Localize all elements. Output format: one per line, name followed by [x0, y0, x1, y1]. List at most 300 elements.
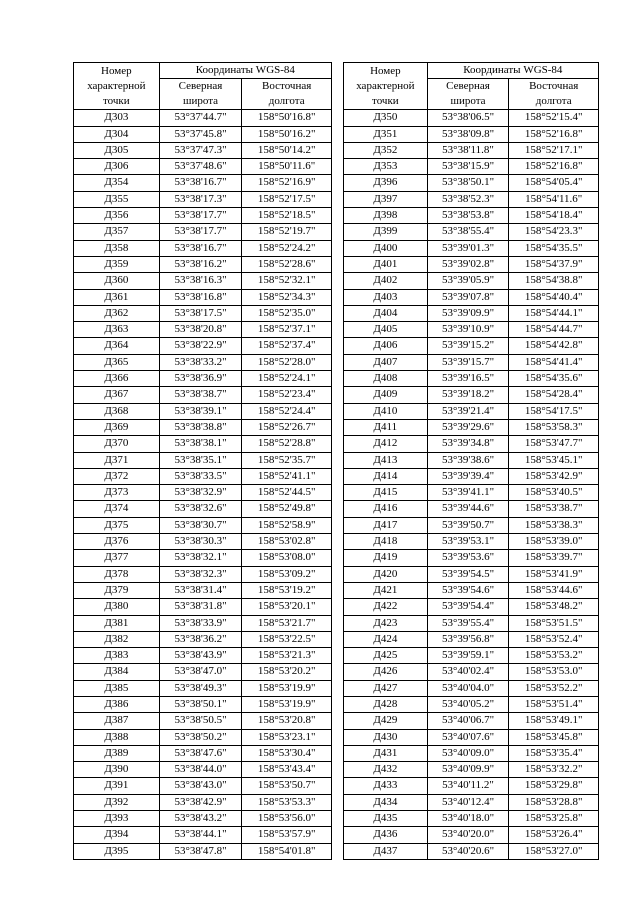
- latitude-cell: 53°38'16.8": [159, 289, 242, 305]
- point-number-cell: Д429: [344, 713, 428, 729]
- table-row: [344, 142, 599, 158]
- latitude-cell: 53°38'17.7": [159, 208, 242, 224]
- longitude-cell: 158°53'51.5": [509, 615, 599, 631]
- point-number-cell: Д377: [74, 550, 160, 566]
- table-row: [344, 387, 599, 403]
- point-number-cell: Д353: [344, 159, 428, 175]
- latitude-cell: 53°38'31.8": [159, 599, 242, 615]
- longitude-cell: 158°53'49.1": [509, 713, 599, 729]
- table-row: [344, 599, 599, 615]
- longitude-cell: 158°53'57.9": [242, 827, 332, 843]
- table-row: [74, 436, 332, 452]
- latitude-cell: 53°39'54.5": [427, 566, 509, 582]
- longitude-cell: 158°53'20.2": [242, 664, 332, 680]
- longitude-cell: 158°50'16.8": [242, 110, 332, 126]
- longitude-cell: 158°53'20.1": [242, 599, 332, 615]
- longitude-cell: 158°53'45.1": [509, 452, 599, 468]
- latitude-cell: 53°38'38.1": [159, 436, 242, 452]
- table-row: [344, 322, 599, 338]
- longitude-cell: 158°52'28.0": [242, 354, 332, 370]
- table-row: [344, 468, 599, 484]
- longitude-cell: 158°52'28.8": [242, 436, 332, 452]
- latitude-cell: 53°38'44.1": [159, 827, 242, 843]
- point-number-cell: Д395: [74, 843, 160, 859]
- latitude-cell: 53°39'41.1": [427, 485, 509, 501]
- longitude-cell: 158°52'34.3": [242, 289, 332, 305]
- latitude-cell: 53°38'17.7": [159, 224, 242, 240]
- latitude-cell: 53°38'55.4": [427, 224, 509, 240]
- table-row: [344, 338, 599, 354]
- table-body: [74, 110, 332, 860]
- longitude-cell: 158°54'44.7": [509, 322, 599, 338]
- point-number-cell: Д387: [74, 713, 160, 729]
- longitude-cell: 158°52'19.7": [242, 224, 332, 240]
- table-row: [344, 680, 599, 696]
- point-number-cell: Д422: [344, 599, 428, 615]
- table-row: [74, 550, 332, 566]
- latitude-cell: 53°38'32.9": [159, 485, 242, 501]
- longitude-cell: 158°53'48.2": [509, 599, 599, 615]
- point-number-cell: Д369: [74, 419, 160, 435]
- table-row: [344, 501, 599, 517]
- table-row: [74, 794, 332, 810]
- point-number-cell: Д381: [74, 615, 160, 631]
- latitude-cell: 53°37'48.6": [159, 159, 242, 175]
- longitude-cell: 158°53'19.9": [242, 696, 332, 712]
- latitude-cell: 53°40'18.0": [427, 811, 509, 827]
- table-row: [74, 273, 332, 289]
- point-number-cell: Д305: [74, 142, 160, 158]
- longitude-cell: 158°53'22.5": [242, 631, 332, 647]
- table-row: [74, 387, 332, 403]
- table-row: [74, 289, 332, 305]
- point-number-cell: Д419: [344, 550, 428, 566]
- longitude-cell: 158°54'23.3": [509, 224, 599, 240]
- point-number-cell: Д432: [344, 762, 428, 778]
- latitude-cell: 53°40'11.2": [427, 778, 509, 794]
- latitude-cell: 53°40'06.7": [427, 713, 509, 729]
- point-number-cell: Д398: [344, 208, 428, 224]
- latitude-cell: 53°39'50.7": [427, 517, 509, 533]
- table-row: [344, 794, 599, 810]
- latitude-cell: 53°40'12.4": [427, 794, 509, 810]
- longitude-cell: 158°53'50.7": [242, 778, 332, 794]
- longitude-cell: 158°54'37.9": [509, 256, 599, 272]
- latitude-cell: 53°39'59.1": [427, 648, 509, 664]
- table-row: [74, 126, 332, 142]
- point-number-cell: Д358: [74, 240, 160, 256]
- longitude-cell: 158°52'32.1": [242, 273, 332, 289]
- latitude-cell: 53°38'22.9": [159, 338, 242, 354]
- table-row: [74, 762, 332, 778]
- latitude-cell: 53°38'33.9": [159, 615, 242, 631]
- point-number-cell: Д427: [344, 680, 428, 696]
- latitude-cell: 53°39'15.7": [427, 354, 509, 370]
- longitude-cell: 158°53'53.3": [242, 794, 332, 810]
- latitude-cell: 53°39'56.8": [427, 631, 509, 647]
- point-number-cell: Д373: [74, 485, 160, 501]
- latitude-cell: 53°40'20.6": [427, 843, 509, 859]
- table-row: [344, 696, 599, 712]
- latitude-cell: 53°39'01.3": [427, 240, 509, 256]
- table-row: [74, 305, 332, 321]
- longitude-header: Восточная долгота: [242, 79, 332, 110]
- longitude-cell: 158°54'38.8": [509, 273, 599, 289]
- point-number-cell: Д405: [344, 322, 428, 338]
- table-row: [74, 452, 332, 468]
- longitude-cell: 158°54'01.8": [242, 843, 332, 859]
- table-row: [74, 338, 332, 354]
- table-row: [74, 843, 332, 859]
- point-number-cell: Д420: [344, 566, 428, 582]
- latitude-cell: 53°39'34.8": [427, 436, 509, 452]
- table-row: [74, 599, 332, 615]
- point-number-cell: Д435: [344, 811, 428, 827]
- longitude-cell: 158°53'45.8": [509, 729, 599, 745]
- latitude-cell: 53°38'50.5": [159, 713, 242, 729]
- table-row: [344, 159, 599, 175]
- latitude-cell: 53°38'16.7": [159, 175, 242, 191]
- longitude-cell: 158°52'16.8": [509, 126, 599, 142]
- point-number-cell: Д379: [74, 582, 160, 598]
- point-number-cell: Д425: [344, 648, 428, 664]
- point-number-cell: Д389: [74, 745, 160, 761]
- point-number-cell: Д384: [74, 664, 160, 680]
- latitude-cell: 53°39'53.6": [427, 550, 509, 566]
- longitude-cell: 158°50'16.2": [242, 126, 332, 142]
- table-row: [74, 371, 332, 387]
- point-number-cell: Д416: [344, 501, 428, 517]
- longitude-cell: 158°54'11.6": [509, 191, 599, 207]
- coordinates-table-left: [73, 62, 332, 860]
- point-number-cell: Д430: [344, 729, 428, 745]
- point-number-cell: Д431: [344, 745, 428, 761]
- point-number-cell: Д390: [74, 762, 160, 778]
- latitude-header: Северная широта: [427, 79, 509, 110]
- longitude-cell: 158°52'17.5": [242, 191, 332, 207]
- point-number-cell: Д413: [344, 452, 428, 468]
- table-row: [74, 811, 332, 827]
- longitude-cell: 158°52'28.6": [242, 256, 332, 272]
- table-row: [344, 811, 599, 827]
- latitude-cell: 53°37'45.8": [159, 126, 242, 142]
- table-row: [74, 419, 332, 435]
- point-number-cell: Д409: [344, 387, 428, 403]
- table-row: [74, 256, 332, 272]
- table-row: [344, 273, 599, 289]
- latitude-cell: 53°39'38.6": [427, 452, 509, 468]
- point-number-cell: Д306: [74, 159, 160, 175]
- latitude-cell: 53°38'16.3": [159, 273, 242, 289]
- longitude-cell: 158°52'16.9": [242, 175, 332, 191]
- latitude-cell: 53°38'32.1": [159, 550, 242, 566]
- longitude-cell: 158°53'38.7": [509, 501, 599, 517]
- longitude-cell: 158°53'02.8": [242, 534, 332, 550]
- table-row: [74, 778, 332, 794]
- latitude-cell: 53°40'02.4": [427, 664, 509, 680]
- latitude-header: Северная широта: [159, 79, 242, 110]
- latitude-cell: 53°40'20.0": [427, 827, 509, 843]
- point-number-cell: Д402: [344, 273, 428, 289]
- latitude-cell: 53°38'36.9": [159, 371, 242, 387]
- point-number-cell: Д394: [74, 827, 160, 843]
- longitude-cell: 158°54'44.1": [509, 305, 599, 321]
- latitude-cell: 53°39'18.2": [427, 387, 509, 403]
- table-row: [344, 191, 599, 207]
- table-row: [74, 696, 332, 712]
- latitude-cell: 53°38'32.3": [159, 566, 242, 582]
- longitude-cell: 158°53'08.0": [242, 550, 332, 566]
- latitude-cell: 53°38'32.6": [159, 501, 242, 517]
- table-row: [344, 631, 599, 647]
- point-number-cell: Д428: [344, 696, 428, 712]
- table-row: [74, 582, 332, 598]
- point-number-cell: Д418: [344, 534, 428, 550]
- point-number-cell: Д368: [74, 403, 160, 419]
- latitude-cell: 53°38'47.8": [159, 843, 242, 859]
- point-number-header: Номер характерной точки: [344, 63, 428, 110]
- point-number-header: Номер характерной точки: [74, 63, 160, 110]
- table-row: [74, 485, 332, 501]
- table-row: [344, 566, 599, 582]
- table-row: [74, 403, 332, 419]
- point-number-cell: Д415: [344, 485, 428, 501]
- table-row: [74, 729, 332, 745]
- point-number-cell: Д407: [344, 354, 428, 370]
- latitude-cell: 53°38'17.5": [159, 305, 242, 321]
- latitude-cell: 53°38'49.3": [159, 680, 242, 696]
- point-number-cell: Д361: [74, 289, 160, 305]
- point-number-cell: Д436: [344, 827, 428, 843]
- latitude-cell: 53°39'39.4": [427, 468, 509, 484]
- longitude-cell: 158°53'43.4": [242, 762, 332, 778]
- longitude-cell: 158°53'20.8": [242, 713, 332, 729]
- point-number-cell: Д303: [74, 110, 160, 126]
- longitude-cell: 158°52'41.1": [242, 468, 332, 484]
- table-row: [74, 110, 332, 126]
- latitude-cell: 53°39'07.8": [427, 289, 509, 305]
- table-row: [74, 191, 332, 207]
- latitude-cell: 53°38'35.1": [159, 452, 242, 468]
- longitude-cell: 158°53'39.0": [509, 534, 599, 550]
- point-number-cell: Д354: [74, 175, 160, 191]
- point-number-cell: Д370: [74, 436, 160, 452]
- table-row: [344, 256, 599, 272]
- latitude-cell: 53°39'05.9": [427, 273, 509, 289]
- longitude-cell: 158°52'24.4": [242, 403, 332, 419]
- latitude-cell: 53°38'30.3": [159, 534, 242, 550]
- longitude-cell: 158°53'41.9": [509, 566, 599, 582]
- table-row: [74, 631, 332, 647]
- latitude-cell: 53°37'44.7": [159, 110, 242, 126]
- table-row: [344, 778, 599, 794]
- longitude-cell: 158°53'28.8": [509, 794, 599, 810]
- longitude-cell: 158°52'35.0": [242, 305, 332, 321]
- point-number-cell: Д382: [74, 631, 160, 647]
- table-row: [74, 534, 332, 550]
- latitude-cell: 53°38'43.2": [159, 811, 242, 827]
- latitude-cell: 53°38'20.8": [159, 322, 242, 338]
- point-number-cell: Д408: [344, 371, 428, 387]
- table-row: [74, 240, 332, 256]
- table-row: [344, 485, 599, 501]
- point-number-cell: Д378: [74, 566, 160, 582]
- table-row: [344, 452, 599, 468]
- table-row: [74, 142, 332, 158]
- longitude-cell: 158°52'23.4": [242, 387, 332, 403]
- latitude-cell: 53°39'09.9": [427, 305, 509, 321]
- table-row: [344, 664, 599, 680]
- longitude-cell: 158°52'44.5": [242, 485, 332, 501]
- point-number-cell: Д359: [74, 256, 160, 272]
- latitude-cell: 53°38'52.3": [427, 191, 509, 207]
- table-row: [344, 419, 599, 435]
- point-number-cell: Д365: [74, 354, 160, 370]
- latitude-cell: 53°39'21.4": [427, 403, 509, 419]
- latitude-cell: 53°38'47.6": [159, 745, 242, 761]
- table-row: [344, 550, 599, 566]
- latitude-cell: 53°39'54.6": [427, 582, 509, 598]
- latitude-cell: 53°38'11.8": [427, 142, 509, 158]
- table-row: [344, 517, 599, 533]
- table-row: [74, 745, 332, 761]
- longitude-header: Восточная долгота: [509, 79, 599, 110]
- latitude-cell: 53°38'42.9": [159, 794, 242, 810]
- table-row: [74, 713, 332, 729]
- point-number-cell: Д362: [74, 305, 160, 321]
- point-number-cell: Д351: [344, 126, 428, 142]
- longitude-cell: 158°54'40.4": [509, 289, 599, 305]
- point-number-cell: Д404: [344, 305, 428, 321]
- longitude-cell: 158°52'24.1": [242, 371, 332, 387]
- table-row: [344, 843, 599, 859]
- table-row: [74, 615, 332, 631]
- point-number-cell: Д364: [74, 338, 160, 354]
- longitude-cell: 158°53'23.1": [242, 729, 332, 745]
- table-row: [344, 175, 599, 191]
- latitude-cell: 53°37'47.3": [159, 142, 242, 158]
- latitude-cell: 53°40'09.0": [427, 745, 509, 761]
- latitude-cell: 53°38'38.7": [159, 387, 242, 403]
- table-row: [344, 582, 599, 598]
- table-row: [344, 224, 599, 240]
- point-number-cell: Д423: [344, 615, 428, 631]
- point-number-cell: Д355: [74, 191, 160, 207]
- table-row: [344, 403, 599, 419]
- latitude-cell: 53°39'54.4": [427, 599, 509, 615]
- latitude-cell: 53°38'50.2": [159, 729, 242, 745]
- latitude-cell: 53°38'15.9": [427, 159, 509, 175]
- point-number-cell: Д414: [344, 468, 428, 484]
- longitude-cell: 158°53'52.2": [509, 680, 599, 696]
- point-number-cell: Д399: [344, 224, 428, 240]
- latitude-cell: 53°38'09.8": [427, 126, 509, 142]
- latitude-cell: 53°39'15.2": [427, 338, 509, 354]
- latitude-cell: 53°39'53.1": [427, 534, 509, 550]
- longitude-cell: 158°52'37.4": [242, 338, 332, 354]
- longitude-cell: 158°52'16.8": [509, 159, 599, 175]
- point-number-cell: Д437: [344, 843, 428, 859]
- table-row: [344, 110, 599, 126]
- longitude-cell: 158°53'30.4": [242, 745, 332, 761]
- latitude-cell: 53°38'33.5": [159, 468, 242, 484]
- longitude-cell: 158°54'42.8": [509, 338, 599, 354]
- longitude-cell: 158°50'11.6": [242, 159, 332, 175]
- table-row: [344, 354, 599, 370]
- point-number-cell: Д360: [74, 273, 160, 289]
- point-number-cell: Д410: [344, 403, 428, 419]
- longitude-cell: 158°54'18.4": [509, 208, 599, 224]
- point-number-cell: Д417: [344, 517, 428, 533]
- latitude-cell: 53°38'30.7": [159, 517, 242, 533]
- table-row: [344, 745, 599, 761]
- point-number-cell: Д388: [74, 729, 160, 745]
- longitude-cell: 158°53'26.4": [509, 827, 599, 843]
- latitude-cell: 53°39'10.9": [427, 322, 509, 338]
- longitude-cell: 158°53'29.8": [509, 778, 599, 794]
- table-row: [74, 664, 332, 680]
- table-row: [344, 126, 599, 142]
- latitude-cell: 53°39'44.6": [427, 501, 509, 517]
- point-number-cell: Д434: [344, 794, 428, 810]
- point-number-cell: Д304: [74, 126, 160, 142]
- table-row: [74, 175, 332, 191]
- table-row: [74, 566, 332, 582]
- latitude-cell: 53°38'31.4": [159, 582, 242, 598]
- latitude-cell: 53°38'38.8": [159, 419, 242, 435]
- point-number-cell: Д396: [344, 175, 428, 191]
- longitude-cell: 158°53'39.7": [509, 550, 599, 566]
- latitude-cell: 53°38'43.9": [159, 648, 242, 664]
- longitude-cell: 158°53'52.4": [509, 631, 599, 647]
- longitude-cell: 158°54'28.4": [509, 387, 599, 403]
- table-row: [74, 501, 332, 517]
- table-row: [344, 371, 599, 387]
- table-row: [344, 436, 599, 452]
- point-number-cell: Д424: [344, 631, 428, 647]
- latitude-cell: 53°39'16.5": [427, 371, 509, 387]
- point-number-cell: Д375: [74, 517, 160, 533]
- latitude-cell: 53°38'53.8": [427, 208, 509, 224]
- point-number-cell: Д367: [74, 387, 160, 403]
- table-row: [74, 468, 332, 484]
- latitude-cell: 53°40'05.2": [427, 696, 509, 712]
- longitude-cell: 158°53'27.0": [509, 843, 599, 859]
- point-number-cell: Д421: [344, 582, 428, 598]
- point-number-cell: Д357: [74, 224, 160, 240]
- longitude-cell: 158°53'38.3": [509, 517, 599, 533]
- point-number-cell: Д374: [74, 501, 160, 517]
- longitude-cell: 158°52'15.4": [509, 110, 599, 126]
- longitude-cell: 158°54'05.4": [509, 175, 599, 191]
- longitude-cell: 158°53'21.3": [242, 648, 332, 664]
- longitude-cell: 158°53'58.3": [509, 419, 599, 435]
- latitude-cell: 53°38'16.2": [159, 256, 242, 272]
- table-row: [344, 713, 599, 729]
- longitude-cell: 158°52'17.1": [509, 142, 599, 158]
- point-number-cell: Д356: [74, 208, 160, 224]
- longitude-cell: 158°54'35.5": [509, 240, 599, 256]
- table-row: [344, 615, 599, 631]
- latitude-cell: 53°39'02.8": [427, 256, 509, 272]
- table-row: [344, 762, 599, 778]
- longitude-cell: 158°53'40.5": [509, 485, 599, 501]
- longitude-cell: 158°52'24.2": [242, 240, 332, 256]
- point-number-cell: Д350: [344, 110, 428, 126]
- longitude-cell: 158°53'51.4": [509, 696, 599, 712]
- point-number-cell: Д366: [74, 371, 160, 387]
- latitude-cell: 53°38'47.0": [159, 664, 242, 680]
